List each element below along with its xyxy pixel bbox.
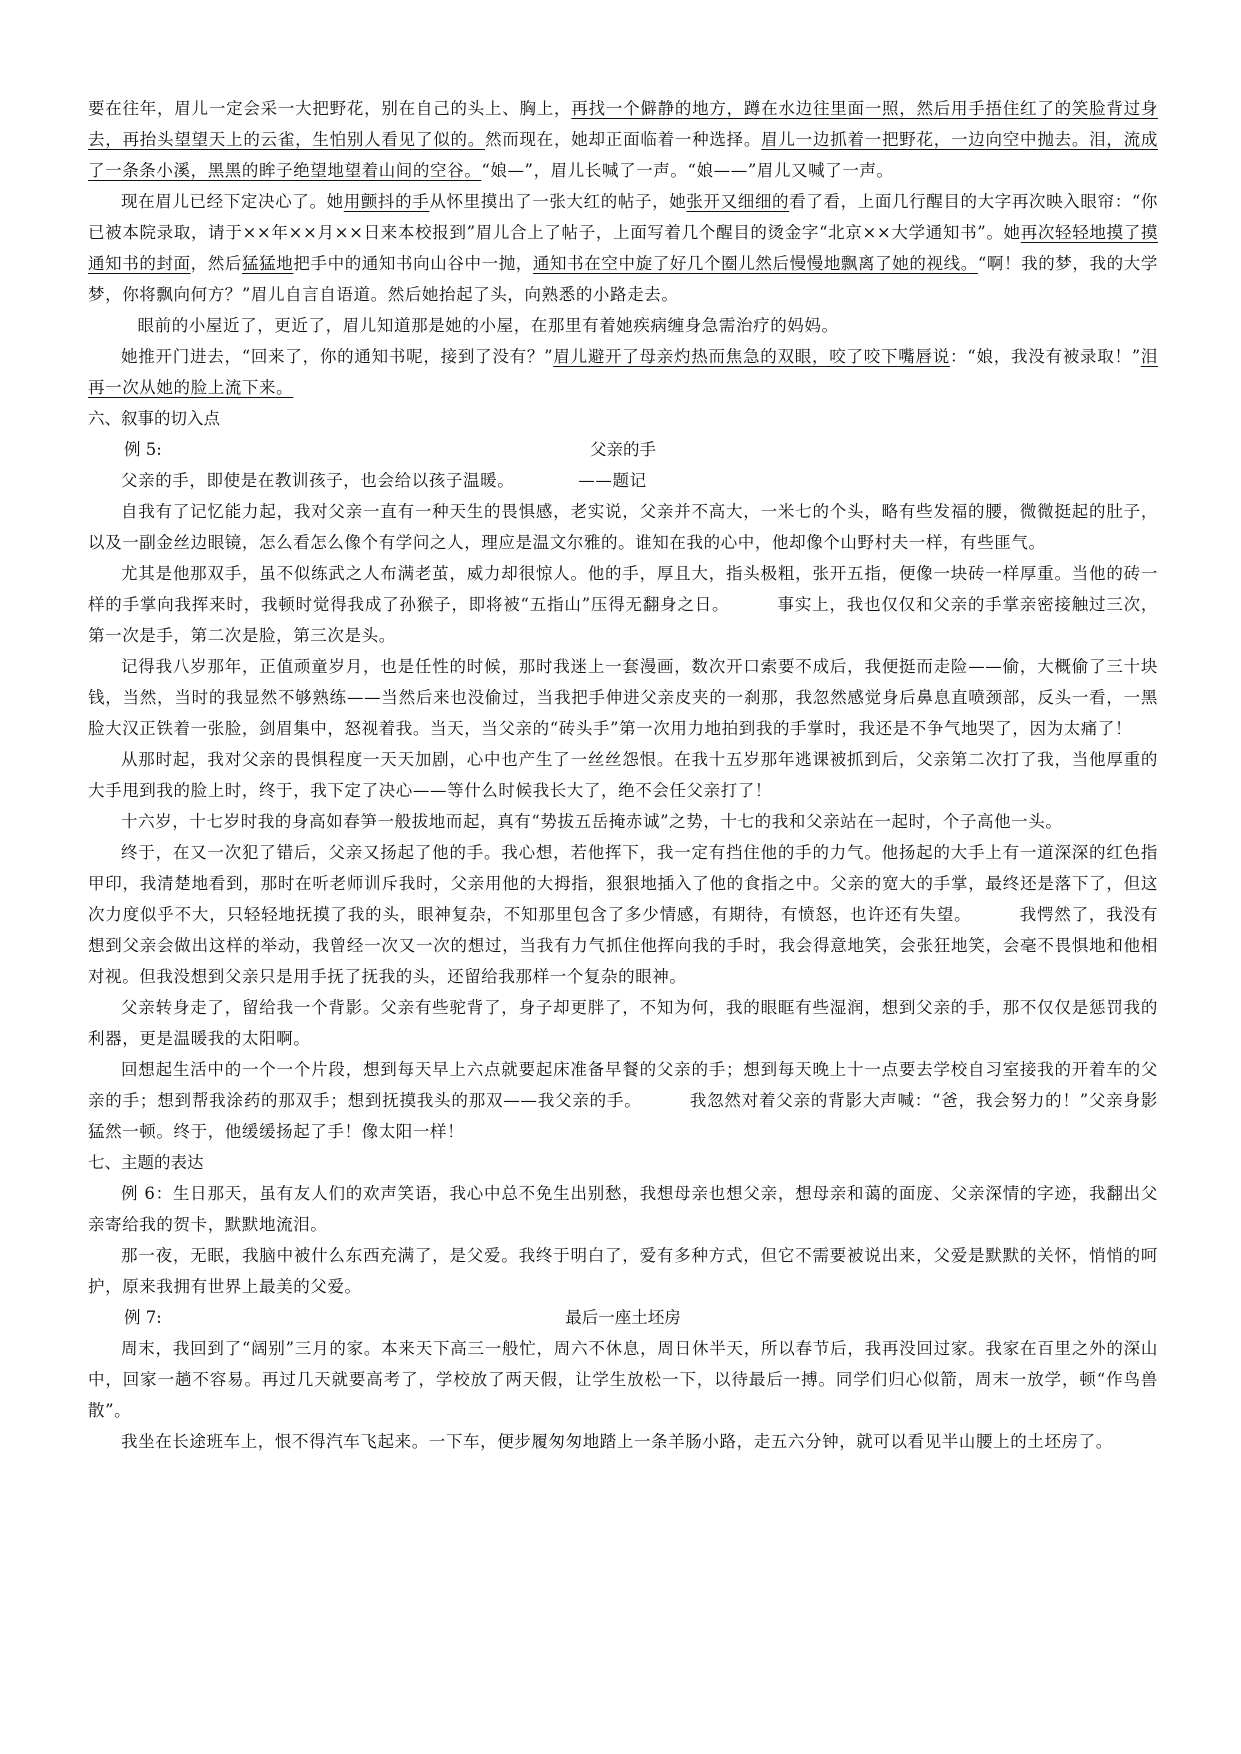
epigraph-signature: ——题记 [578, 471, 647, 490]
ex5-paragraph: 父亲转身走了，留给我一个背影。父亲有些驼背了，身子却更胖了，不知为何，我的眼眶有些湿润，想到父亲的手，那不仅仅是惩罚我的利器，更是温暖我的太阳啊。 [88, 998, 1158, 1048]
text: “啊！我的梦，我的大学梦，你将飘向何方？”眉儿自言自语道。然后她抬起了头，向熟悉的小路走去。 [88, 254, 1158, 304]
example-5-header [88, 434, 1158, 465]
text: ：“娘，我没有被录取！” [950, 347, 1141, 366]
ex6-paragraph: 那一夜，无眠，我脑中被什么东西充满了，是父爱。我终于明白了，爱有多种方式，但它不需要被说出来，父爱是默默的关怀，悄悄的呵护，原来我拥有世界上最美的父爱。 [88, 1246, 1158, 1296]
underlined-text: 泪再一次从她的脸上流下来。 [88, 347, 1158, 397]
text: 她推开门进去，“回来了，你的通知书呢，接到了没有？” [121, 347, 554, 366]
text: 回想起生活中的一个一个片段，想到每天早上六点就要起床准备早餐的父亲的手；想到每天晚上十一点要去学校自习室接我的开着车的父亲的手；想到帮我涂药的那双手；想到抚摸我头的那双——我父亲的手。 [88, 1060, 1158, 1110]
underlined-text: 眉儿避开了母亲灼热而焦急的双眼，咬了咬下嘴唇说 [553, 347, 951, 366]
paragraph-3: 眼前的小屋近了，更近了，眉儿知道那是她的小屋，在那里有着她疾病缠身急需治疗的妈妈。 [137, 316, 839, 335]
epigraph [88, 465, 1158, 496]
ex6-paragraph: 例 6：生日那天，虽有友人们的欢声笑语，我心中总不免生出别愁，我想母亲也想父亲，想母亲和蔼的面庞、父亲深情的字迹，我翻出父亲寄给我的贺卡，默默地流泪。 [88, 1184, 1158, 1234]
text: 尤其是他那双手，虽不似练武之人布满老茧，威力却很惊人。他的手，厚且大，指头极粗，张开五指，便像一块砖一样厚重。当他的砖一样的手掌向我挥来时，我顿时觉得我成了孙猴子，即将被“五指山”压得无翻身之日。 [88, 564, 1158, 614]
section-heading-6: 六、叙事的切入点 [88, 409, 220, 428]
ex5-paragraph [88, 558, 1158, 651]
ex5-paragraph: 自我有了记忆能力起，我对父亲一直有一种天生的畏惧感，老实说，父亲并不高大，一米七的个头，略有些发福的腰，微微挺起的肚子，以及一副金丝边眼镜，怎么看怎么像个有学问之人，理应是温文尔雅的。谁知在我的心中，他却像个山野村夫一样，有些匪气。 [88, 502, 1158, 552]
ex5-paragraph [88, 1054, 1158, 1147]
example-title: 父亲的手 [590, 440, 656, 459]
ex5-paragraph: 十六岁，十七岁时我的身高如春笋一般拔地而起，真有“势拔五岳掩赤诚”之势，十七的我和父亲站在一起时，个子高他一头。 [121, 812, 1063, 831]
example-7-header [88, 1302, 1158, 1333]
text: 我愕然了，我没有想到父亲会做出这样的举动，我曾经一次又一次的想过，当我有力气抓住他挥向我的手时，我会得意地笑，会张狂地笑，会毫不畏惧地和他相对视。但我没想到父亲只是用手抚了抚我的头，还留给我那样一个复杂的眼神。 [88, 905, 1158, 986]
underlined-text: 眉儿一边抓着一把野花，一边向空中抛去。泪，流成了一条条小溪，黑黑的眸子绝望地望着山间的空谷。 [88, 130, 1158, 180]
text: 终于，在又一次犯了错后，父亲又扬起了他的手。我心想，若他挥下，我一定有挡住他的手的力气。他扬起的大手上有一道深深的红色指甲印，我清楚地看到，那时在听老师训斥我时，父亲用他的大拇指，狠狠地插入了他的食指之中。父亲的宽大的手掌，最终还是落下了，但这次力度似乎不大，只轻轻地抚摸了我的头，眼神复杂，不知那里包含了多少情感，有期待，有愤怒，也许还有失望。 [88, 843, 1158, 924]
underlined-text: 再找一个僻静的地方，蹲在水边往里面一照，然后用手捂住红了的笑脸背过身去，再抬头望望天上的云雀，生怕别人看见了似的。 [88, 99, 1158, 149]
section-heading-7: 七、主题的表达 [88, 1153, 204, 1172]
text: 我忽然对着父亲的背影大声喊：“爸，我会努力的！”父亲身影猛然一顿。终于，他缓缓扬起了手！像太阳一样！ [88, 1091, 1159, 1141]
text: 事实上，我也仅仅和父亲的手掌亲密接触过三次，第一次是手，第二次是脸，第三次是头。 [88, 595, 1159, 645]
text: 然而现在，她却正面临着一种选择。 [484, 130, 762, 149]
underlined-text: 猛猛地 [242, 254, 294, 273]
paragraph-1 [88, 93, 1158, 186]
example-label: 例 5: [124, 440, 162, 459]
epigraph-text: 父亲的手，即使是在教训孩子，也会给以孩子温暖。 [121, 471, 515, 490]
text: 要在往年，眉儿一定会采一大把野花，别在自己的头上、胸上， [88, 99, 572, 118]
document-page [88, 93, 1158, 1457]
underlined-text: 张开又细细的 [686, 192, 790, 211]
ex7-paragraph: 周末，我回到了“阔别”三月的家。本来天下高三一般忙，周六不休息，周日休半天，所以春节后，我再没回过家。我家在百里之外的深山中，回家一趟不容易。再过几天就要高考了，学校放了两天假，让学生放松一下，以待最后一搏。同学们归心似箭，周末一放学，顿“作鸟兽散”。 [88, 1339, 1158, 1420]
underlined-text: 再次轻轻地摸了摸通知书的封面 [88, 223, 1158, 273]
ex5-paragraph: 记得我八岁那年，正值顽童岁月，也是任性的时候，那时我迷上一套漫画，数次开口索要不成后，我便挺而走险——偷，大概偷了三十块钱，当然，当时的我显然不够熟练——当然后来也没偷过，当我把手伸进父亲皮夹的一刹那，我忽然感觉身后鼻息直喷颈部，反头一看，一黑脸大汉正铁着一张脸，剑眉集中，怒视着我。当天，当父亲的“砖头手”第一次用力地拍到我的手掌时，我还是不争气地哭了，因为太痛了！ [88, 657, 1158, 738]
text: 现在眉儿已经下定决心了。她 [121, 192, 344, 211]
text: 从怀里摸出了一张大红的帖子，她 [429, 192, 687, 211]
ex5-paragraph: 从那时起，我对父亲的畏惧程度一天天加剧，心中也产生了一丝丝怨恨。在我十五岁那年逃课被抓到后，父亲第二次打了我，当他厚重的大手甩到我的脸上时，终于，我下定了决心——等什么时候我长大了，绝不会任父亲打了！ [88, 750, 1158, 800]
ex5-paragraph [88, 837, 1158, 992]
paragraph-4 [88, 341, 1158, 403]
text: “娘—”，眉儿长喊了一声。“娘——”眉儿又喊了一声。 [481, 161, 894, 180]
ex7-paragraph: 我坐在长途班车上，恨不得汽车飞起来。一下车，便步履匆匆地踏上一条羊肠小路，走五六分钟，就可以看见半山腰上的土坯房了。 [121, 1432, 1113, 1451]
text: ，然后 [190, 254, 243, 273]
text: 把手中的通知书向山谷中一抛， [293, 254, 533, 273]
underlined-text: 通知书在空中旋了好几个圈儿然后慢慢地飘离了她的视线。 [532, 254, 978, 273]
underlined-text: 用颤抖的手 [343, 192, 430, 211]
paragraph-2 [88, 186, 1158, 310]
example-title: 最后一座土坯房 [565, 1308, 681, 1327]
text: 看了看，上面几行醒目的大字再次映入眼帘：“你已被本院录取，请于××年××月××日来本校报到”眉儿合上了帖子，上面写着几个醒目的烫金字“北京××大学通知书”。她 [88, 192, 1159, 242]
example-label: 例 7: [124, 1308, 162, 1327]
